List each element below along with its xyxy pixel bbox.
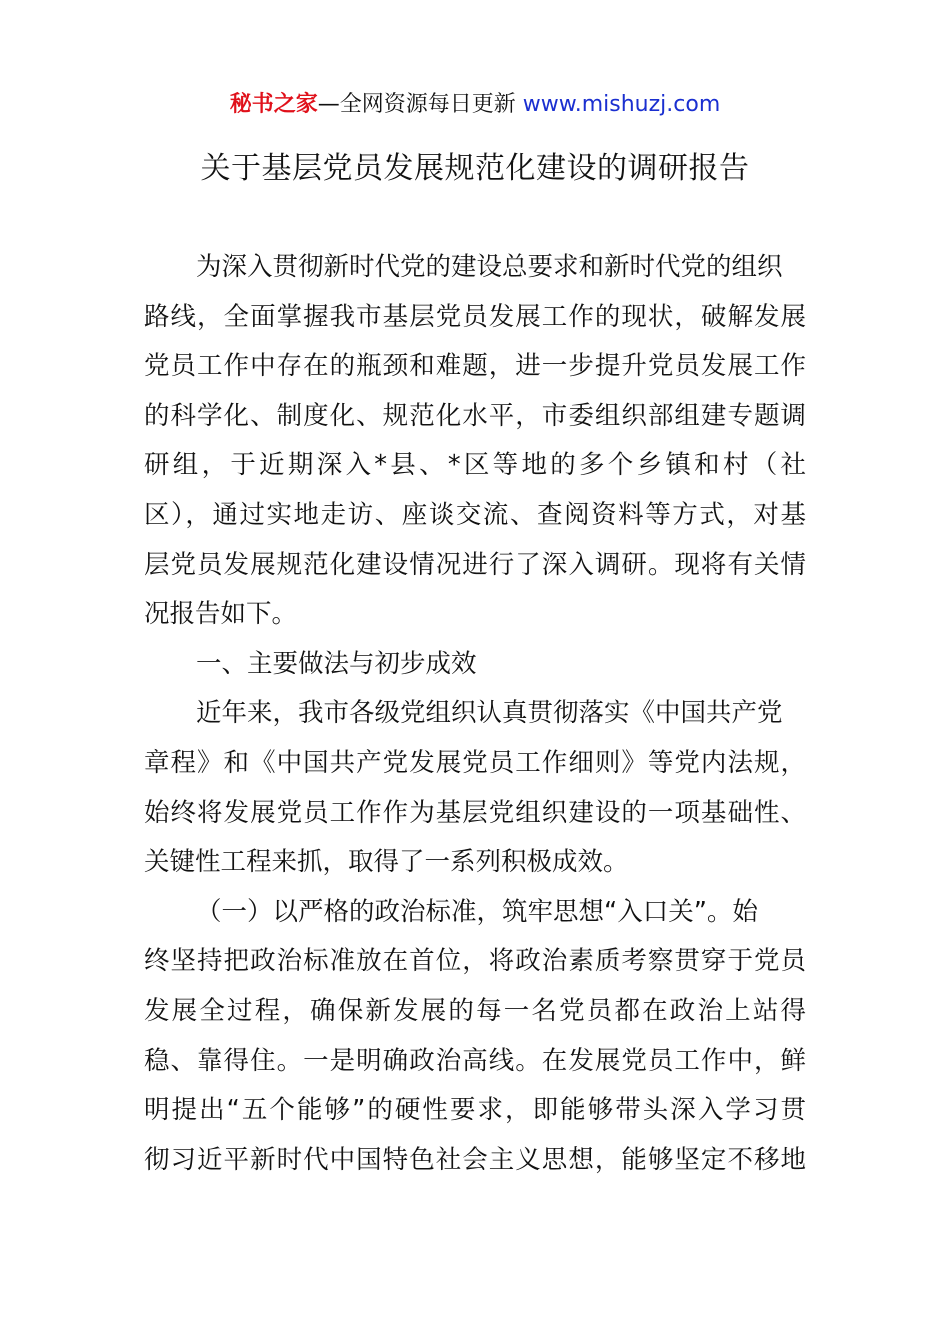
body-line: 层党员发展规范化建设情况进行了深入调研。现将有关情 [144,549,806,580]
body-line: 况报告如下。 [144,599,298,630]
body-line: 研组，于近期深入*县、*区等地的多个乡镇和村（社 [144,450,806,481]
body-line: 发展全过程，确保新发展的每一名党员都在政治上站得 [144,995,806,1026]
subsection-heading: （一）以严格的政治标准，筑牢思想“入口关”。始 [196,896,758,927]
body-line: 稳、靠得住。一是明确政治高线。在发展党员工作中，鲜 [144,1045,806,1076]
body-line: 近年来，我市各级党组织认真贯彻落实《中国共产党 [196,698,783,729]
header-tagline: —全网资源每日更新 [317,92,523,117]
body-line: 终坚持把政治标准放在首位，将政治素质考察贯穿于党员 [144,946,806,977]
body-line: 始终将发展党员工作作为基层党组织建设的一项基础性、 [144,797,806,828]
site-url-link[interactable]: www.mishuzj.com [522,92,721,117]
brand-name: 秘书之家 [229,92,318,117]
site-header [0,90,950,120]
body-line: 区），通过实地走访、座谈交流、查阅资料等方式，对基 [144,499,806,530]
section-heading: 一、主要做法与初步成效 [196,648,477,679]
body-line: 的科学化、制度化、规范化水平，市委组织部组建专题调 [144,400,806,431]
document-body [144,243,806,1185]
body-line: 章程》和《中国共产党发展党员工作细则》等党内法规， [144,747,806,778]
body-line: 党员工作中存在的瓶颈和难题，进一步提升党员发展工作 [144,351,806,382]
body-line: 明提出“五个能够”的硬性要求，即能够带头深入学习贯 [144,1095,806,1126]
body-line: 为深入贯彻新时代党的建设总要求和新时代党的组织 [196,252,783,282]
body-line: 关键性工程来抓，取得了一系列积极成效。 [144,847,629,878]
body-line: 路线，全面掌握我市基层党员发展工作的现状，破解发展 [144,301,806,332]
document-title: 关于基层党员发展规范化建设的调研报告 [200,151,750,186]
body-line: 彻习近平新时代中国特色社会主义思想，能够坚定不移地 [144,1144,806,1175]
